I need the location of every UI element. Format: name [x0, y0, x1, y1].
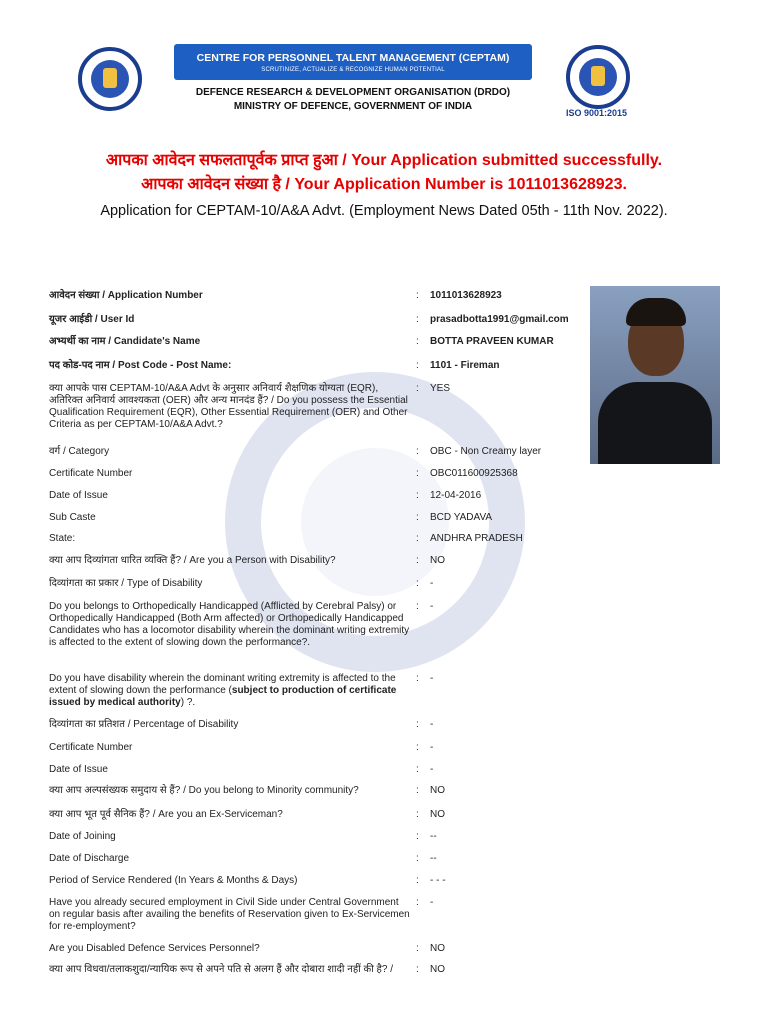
- detail-label: Date of Discharge: [49, 853, 130, 864]
- detail-value: 1011013628923: [430, 290, 502, 301]
- ceptam-banner: [174, 44, 532, 80]
- drdo-title: DEFENCE RESEARCH & DEVELOPMENT ORGANISATION (DRDO): [195, 87, 511, 98]
- detail-label: Date of Issue: [49, 490, 108, 501]
- detail-value: --: [430, 853, 437, 864]
- detail-label: Certificate Number: [49, 468, 133, 479]
- detail-label: Date of Issue: [49, 764, 108, 775]
- detail-value: - - -: [430, 875, 446, 886]
- detail-value: BCD YADAVA: [430, 512, 493, 523]
- detail-label: Do you belongs to Orthopedically Handicapped (Afflicted by Cerebral Palsy) or Orthopedically Handicapped (Both Arm affected) or Orthopedically Handicapped Candidates who has a locomotor disability wherein the dominant writing extremity is affected to the extent of slowing down the performance?.: [49, 601, 410, 648]
- detail-label: Date of Joining: [49, 831, 116, 842]
- detail-value: -: [430, 719, 434, 730]
- detail-value: -: [430, 897, 434, 908]
- ceptam-logo-right: [566, 45, 630, 109]
- detail-value: ANDHRA PRADESH: [430, 533, 523, 544]
- detail-label: क्या आप अल्पसंख्यक समुदाय से हैं? / Do you belong to Minority community?: [49, 785, 359, 796]
- detail-label: आवेदन संख्या / Application Number: [49, 290, 203, 301]
- success-message: आपका आवेदन सफलतापूर्वक प्राप्त हुआ / Your Application submitted successfully.: [105, 152, 663, 169]
- detail-value: --: [430, 831, 437, 842]
- detail-value: -: [430, 601, 434, 612]
- detail-value: OBC - Non Creamy layer: [430, 446, 542, 457]
- detail-value: 12-04-2016: [430, 490, 482, 501]
- iso-badge: ISO 9001:2015: [566, 108, 628, 118]
- detail-label: क्या आप दिव्यांगता धारित व्यक्ति हैं? / Are you a Person with Disability?: [49, 555, 336, 566]
- detail-value: prasadbotta1991@gmail.com: [430, 314, 569, 325]
- detail-value: BOTTA PRAVEEN KUMAR: [430, 336, 554, 347]
- detail-label: Period of Service Rendered (In Years & Months & Days): [49, 875, 298, 886]
- detail-label: Certificate Number: [49, 742, 133, 753]
- detail-label: वर्ग / Category: [49, 446, 110, 457]
- drdo-logo-left: [78, 47, 142, 111]
- detail-value: -: [430, 764, 434, 775]
- detail-label: क्या आपके पास CEPTAM-10/A&A Advt के अनुसार अनिवार्य शैक्षणिक योग्यता (EQR), अतिरिक्त अनिवार्य आवश्यकता (OER) और अन्य मानदंड हैं? / Do you possess the Essential Qualification Requirement (EQR), Other Essential Requirement (OER) and Other Criteria as per CEPTAM-10/A&A Advt.?: [49, 383, 408, 430]
- detail-value: NO: [430, 785, 445, 796]
- ceptam-title: CENTRE FOR PERSONNEL TALENT MANAGEMENT (CEPTAM): [196, 52, 510, 64]
- application-number-message: आपका आवेदन संख्या है / Your Application Number is 1011013628923.: [141, 176, 627, 193]
- detail-label: पद कोड-पद नाम / Post Code - Post Name:: [49, 360, 232, 371]
- detail-label: Do you have disability wherein the dominant writing extremity is affected to the extent of slowing down the performance (subject to production of certificate issued by medical authority) ?.: [49, 673, 397, 708]
- detail-value: NO: [430, 943, 445, 954]
- detail-label: Are you Disabled Defence Services Personnel?: [49, 943, 260, 954]
- detail-label: क्या आप भूत पूर्व सैनिक हैं? / Are you an Ex-Serviceman?: [49, 809, 283, 820]
- detail-value: NO: [430, 555, 445, 566]
- detail-label: दिव्यांगता का प्रतिशत / Percentage of Disability: [49, 719, 239, 730]
- detail-value: -: [430, 673, 434, 684]
- candidate-photo: [590, 286, 720, 464]
- detail-label: Have you already secured employment in Civil Side under Central Government on regular basis after availing the benefits of Reservation given to Ex-Servicemen for re-employment?: [49, 897, 410, 932]
- detail-label: अभ्यर्थी का नाम / Candidate's Name: [49, 336, 201, 347]
- ministry-title: MINISTRY OF DEFENCE, GOVERNMENT OF INDIA: [233, 101, 473, 112]
- detail-value: -: [430, 578, 434, 589]
- advertisement-line: Application for CEPTAM-10/A&A Advt. (Employment News Dated 05th - 11th Nov. 2022).: [100, 203, 668, 219]
- detail-value: -: [430, 742, 434, 753]
- detail-label: दिव्यांगता का प्रकार / Type of Disability: [49, 578, 203, 589]
- detail-value: YES: [430, 383, 451, 394]
- detail-value: OBC011600925368: [430, 468, 518, 479]
- page-header: [0, 0, 768, 140]
- detail-label: State:: [49, 533, 76, 544]
- detail-value: NO: [430, 809, 445, 820]
- detail-value: 1101 - Fireman: [430, 360, 500, 371]
- ceptam-tagline: SCRUTINIZE, ACTUALIZE & RECOGNIZE HUMAN POTENTIAL: [261, 67, 445, 73]
- detail-label: Sub Caste: [49, 512, 96, 523]
- detail-label: क्या आप विधवा/तलाकशुदा/न्यायिक रूप से अपने पति से अलग हैं और दोबारा शादी नहीं की है? /: [49, 964, 393, 975]
- detail-label: यूजर आईडी / User Id: [49, 314, 135, 325]
- detail-value: NO: [430, 964, 445, 975]
